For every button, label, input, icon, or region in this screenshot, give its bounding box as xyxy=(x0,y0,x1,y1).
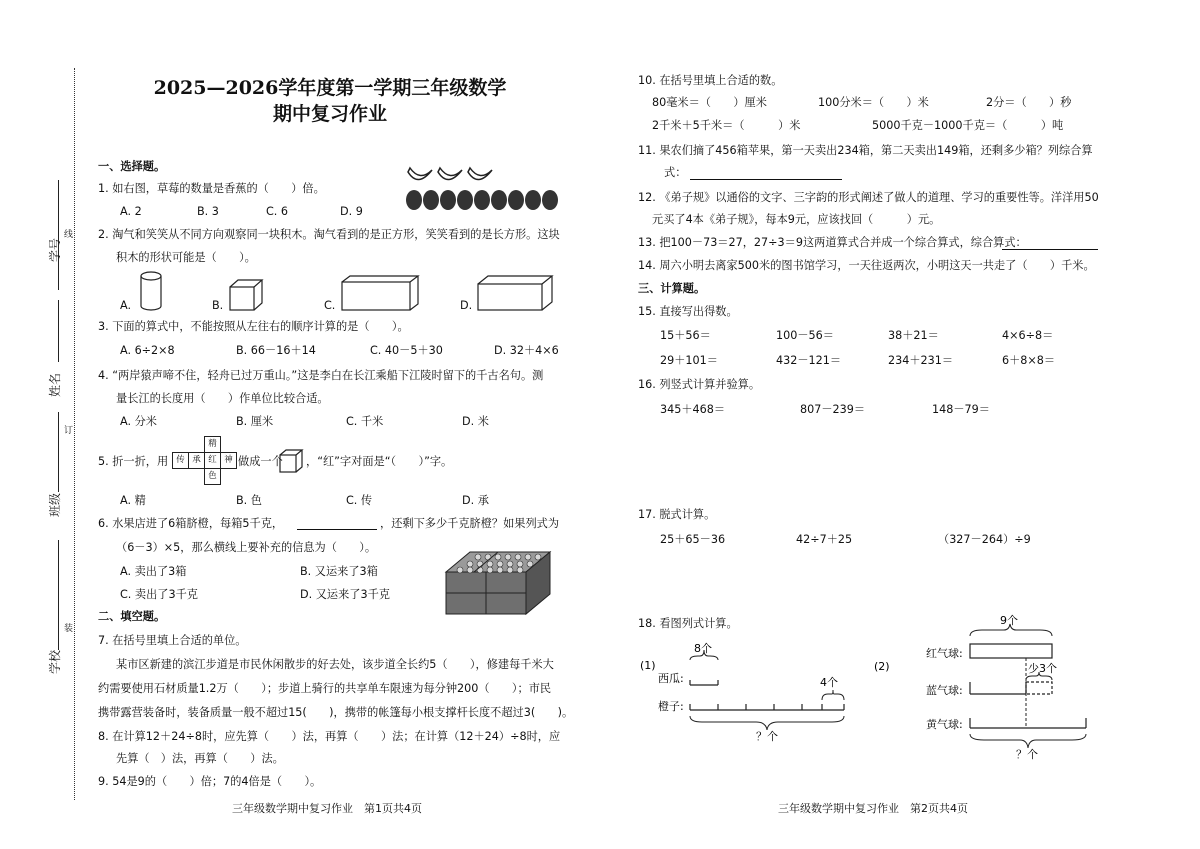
q7-text: 7. 在括号里填上合适的单位。 xyxy=(98,634,247,647)
d1-bottom-brace xyxy=(690,716,844,730)
q18-text: 18. 看图列式计算。 xyxy=(638,617,738,630)
q4-text-line1: 4. “两岸猿声啼不住，轻舟已过万重山。”这是李白在长江乘船下江陵时留下的千古名句。测 xyxy=(98,369,544,382)
q12-text-line2: 元买了4本《弟子规》，每本9元，应该找回（ ）元。 xyxy=(652,213,941,226)
q15-item-7: 234＋231＝ xyxy=(888,354,954,367)
q3-option-d[interactable]: D. 32＋4×6 xyxy=(494,344,559,357)
q6-option-b[interactable]: B. 又运来了3箱 xyxy=(300,565,378,578)
xingming-field[interactable] xyxy=(58,300,60,362)
cylinder-icon xyxy=(138,270,164,312)
d1-right-label: 4个 xyxy=(820,676,838,689)
d2-lan-label: 蓝气球: xyxy=(926,684,963,697)
d1-top-label: 8个 xyxy=(694,642,712,655)
page-1-footer: 三年级数学期中复习作业 第1页共4页 xyxy=(232,802,422,815)
q12-text-line1: 12. 《弟子规》以通俗的文字、三字韵的形式阐述了做人的道理、学习的重要性等。洋洋用50 xyxy=(638,191,1099,204)
q4-text-line2: 量长江的长度用（ ）作单位比较合适。 xyxy=(116,392,329,405)
bind-mark-zhuang: 装 xyxy=(64,624,74,634)
d2-red-bar xyxy=(970,644,1052,658)
q15-item-5: 29＋101＝ xyxy=(660,354,718,367)
d1-chengzi-label: 橙子: xyxy=(658,700,684,713)
q10-text: 10. 在括号里填上合适的数。 xyxy=(638,74,783,87)
page-title-line2: 期中复习作业 xyxy=(272,103,387,125)
q4-option-a[interactable]: A. 分米 xyxy=(120,415,157,428)
net-cell-shen: 神 xyxy=(220,452,237,469)
banana-icon xyxy=(408,168,492,180)
d2-hong-label: 红气球: xyxy=(926,647,963,660)
q7-text-line3: 约需要使用石材质量1.2万（ ）；步道上骑行的共享单车限速为每分钟200（ ）；市民 xyxy=(98,682,552,695)
d1-label: (1) xyxy=(640,659,656,672)
net-cell-hong: 红 xyxy=(204,452,221,469)
bind-mark-xian: 线 xyxy=(64,230,74,240)
q14-text: 14. 周六小明去离家500米的图书馆学习，一天往返两次，小明这天一共走了（ ）千米。 xyxy=(638,259,1095,272)
cube-net xyxy=(172,436,236,484)
q17-item-2: 42÷7＋25 xyxy=(796,533,853,546)
banana-strawberry-illustration xyxy=(404,160,560,214)
q7-text-line2: 某市区新建的滨江步道是市民休闲散步的好去处，该步道全长约5（ ），修建每千米大 xyxy=(116,658,554,671)
long-box-icon xyxy=(476,274,554,312)
q17-item-3: （327－264）÷9 xyxy=(938,533,1031,546)
d1-orange-bar xyxy=(690,704,844,710)
q5-option-b[interactable]: B. 色 xyxy=(236,494,262,507)
q1-option-c[interactable]: C. 6 xyxy=(266,205,289,218)
d2-bottom-label: ？个 xyxy=(1016,748,1038,760)
flat-box-icon xyxy=(340,274,420,312)
q2-text-line2: 积木的形状可能是（ ）。 xyxy=(116,251,256,264)
d2-bottom-brace xyxy=(970,734,1086,748)
q13-text: 13. 把100－73＝27，27÷3＝9这两道算式合并成一个综合算式，综合算式： xyxy=(638,236,1027,249)
net-cell-se: 色 xyxy=(204,468,221,485)
diagram-1 xyxy=(636,636,856,748)
q3-text: 3. 下面的算式中，不能按照从左往右的顺序计算的是（ ）。 xyxy=(98,320,409,333)
section-fill-heading: 二、填空题。 xyxy=(98,610,166,623)
q15-item-3: 38＋21＝ xyxy=(888,329,939,342)
q15-item-4: 4×6÷8＝ xyxy=(1002,329,1054,342)
q1-text: 1. 如右图，草莓的数量是香蕉的（ ）倍。 xyxy=(98,182,325,195)
page-title-line1: 2025—2026学年度第一学期三年级数学 xyxy=(153,77,507,99)
q8-text-line2: 先算（ ）法，再算（ ）法。 xyxy=(116,752,284,765)
cube-icon xyxy=(228,278,264,312)
q2-option-d[interactable]: D. xyxy=(460,299,473,312)
q15-text: 15. 直接写出得数。 xyxy=(638,305,738,318)
net-cell-chuan: 传 xyxy=(172,452,189,469)
q16-item-3: 148－79＝ xyxy=(932,403,990,416)
dotted-binding-line xyxy=(74,68,75,800)
q10-item-2: 100分米＝（ ）米 xyxy=(818,96,929,109)
q10-item-3: 2分＝（ ）秒 xyxy=(986,96,1072,109)
q1-option-b[interactable]: B. 3 xyxy=(197,205,219,218)
xuexiao-label: 学校 xyxy=(48,649,62,674)
d1-bottom-label: ？个 xyxy=(756,730,778,743)
q16-item-2: 807－239＝ xyxy=(800,403,866,416)
d2-yellow-bar xyxy=(970,718,1086,728)
q5-text-mid: 做成一个 xyxy=(238,455,283,468)
q11-text-line2: 式： xyxy=(664,166,687,179)
d2-mid-label: 少3个 xyxy=(1028,662,1057,675)
xuehao-label: 学号 xyxy=(48,237,62,262)
d2-label: (2) xyxy=(874,660,890,673)
q6-text-line1b: ，还剩下多少千克脐橙？如果列式为 xyxy=(380,517,560,530)
q8-text-line1: 8. 在计算12＋24÷8时，应先算（ ）法，再算（ ）法；在计算（12＋24）÷8时，应 xyxy=(98,730,561,743)
diagram-2 xyxy=(870,610,1100,760)
q6-text-line2: （6－3）×5，那么横线上要补充的信息为（ ）。 xyxy=(116,541,377,554)
bind-mark-ding: 订 xyxy=(64,426,74,436)
q6-option-c[interactable]: C. 卖出了3千克 xyxy=(120,588,198,601)
d2-top-label: 9个 xyxy=(1000,614,1018,627)
strawberry-icon xyxy=(406,190,558,210)
q6-text-line1a: 6. 水果店进了6箱脐橙，每箱5千克， xyxy=(98,517,284,530)
q17-item-1: 25＋65－36 xyxy=(660,533,726,546)
net-cell-jing: 精 xyxy=(204,436,221,453)
q3-option-a[interactable]: A. 6÷2×8 xyxy=(120,344,175,357)
d1-watermelon-bar xyxy=(690,680,718,685)
q11-answer-blank[interactable] xyxy=(690,168,842,180)
q7-text-line4: 携带露营装备时，装备质量一般不超过15( )，携带的帐篷每小根支撑杆长度不超过3( )。 xyxy=(98,706,574,719)
q16-text: 16. 列竖式计算并验算。 xyxy=(638,378,761,391)
q13-answer-blank[interactable] xyxy=(1002,238,1098,250)
q10-item-1: 80毫米＝（ ）厘米 xyxy=(652,96,767,109)
q16-item-1: 345＋468＝ xyxy=(660,403,726,416)
orange-crates-icon xyxy=(442,542,554,618)
q17-text: 17. 脱式计算。 xyxy=(638,508,716,521)
net-cell-cheng: 承 xyxy=(188,452,205,469)
q11-text-line1: 11. 果农们摘了456箱苹果，第一天卖出234箱，第二天卖出149箱，还剩多少箱？列综合算 xyxy=(638,144,1093,157)
q5-text-pre: 5. 折一折，用 xyxy=(98,455,169,468)
q15-item-2: 100－56＝ xyxy=(776,329,834,342)
q15-item-1: 15＋56＝ xyxy=(660,329,711,342)
q3-option-b[interactable]: B. 66－16＋14 xyxy=(236,344,316,357)
d2-blue-bar xyxy=(970,682,1052,694)
q1-option-d[interactable]: D. 9 xyxy=(340,205,363,218)
q6-option-d[interactable]: D. 又运来了3千克 xyxy=(300,588,390,601)
d2-huang-label: 黄气球: xyxy=(926,718,963,731)
q15-item-6: 432－121＝ xyxy=(776,354,842,367)
section-choice-heading: 一、选择题。 xyxy=(98,160,166,173)
q5-text-post: ，“红”字对面是“（ ）”字。 xyxy=(306,455,453,468)
d1-xigua-label: 西瓜: xyxy=(658,672,684,685)
q2-text-line1: 2. 淘气和笑笑从不同方向观察同一块积木。淘气看到的是正方形，笑笑看到的是长方形。这块 xyxy=(98,228,560,241)
banji-label: 班级 xyxy=(48,492,62,517)
q2-option-c[interactable]: C. xyxy=(324,299,336,312)
section-calc-heading: 三、计算题。 xyxy=(638,282,706,295)
page-2-footer: 三年级数学期中复习作业 第2页共4页 xyxy=(778,802,968,815)
q4-option-d[interactable]: D. 米 xyxy=(462,415,489,428)
q3-option-c[interactable]: C. 40－5＋30 xyxy=(370,344,443,357)
q5-option-c[interactable]: C. 传 xyxy=(346,494,373,507)
d1-right-brace xyxy=(822,690,844,700)
q5-option-a[interactable]: A. 精 xyxy=(120,494,146,507)
xingming-label: 姓名 xyxy=(48,372,62,397)
q10-item-4: 2千米＋5千米＝（ ）米 xyxy=(652,119,801,132)
q6-answer-blank[interactable] xyxy=(297,518,377,530)
q10-item-5: 5000千克－1000千克＝（ ）吨 xyxy=(872,119,1064,132)
q2-option-a[interactable]: A. xyxy=(120,299,132,312)
q1-option-a[interactable]: A. 2 xyxy=(120,205,142,218)
q5-option-d[interactable]: D. 承 xyxy=(462,494,489,507)
q4-option-b[interactable]: B. 厘米 xyxy=(236,415,274,428)
small-cube-icon xyxy=(278,448,304,474)
q2-option-b[interactable]: B. xyxy=(212,299,224,312)
q9-text: 9. 54是9的（ ）倍；7的4倍是（ ）。 xyxy=(98,775,322,788)
q4-option-c[interactable]: C. 千米 xyxy=(346,415,384,428)
q6-option-a[interactable]: A. 卖出了3箱 xyxy=(120,565,187,578)
q15-item-8: 6＋8×8＝ xyxy=(1002,354,1056,367)
xuexiao-field[interactable] xyxy=(58,540,60,650)
banji-field[interactable] xyxy=(58,412,60,492)
